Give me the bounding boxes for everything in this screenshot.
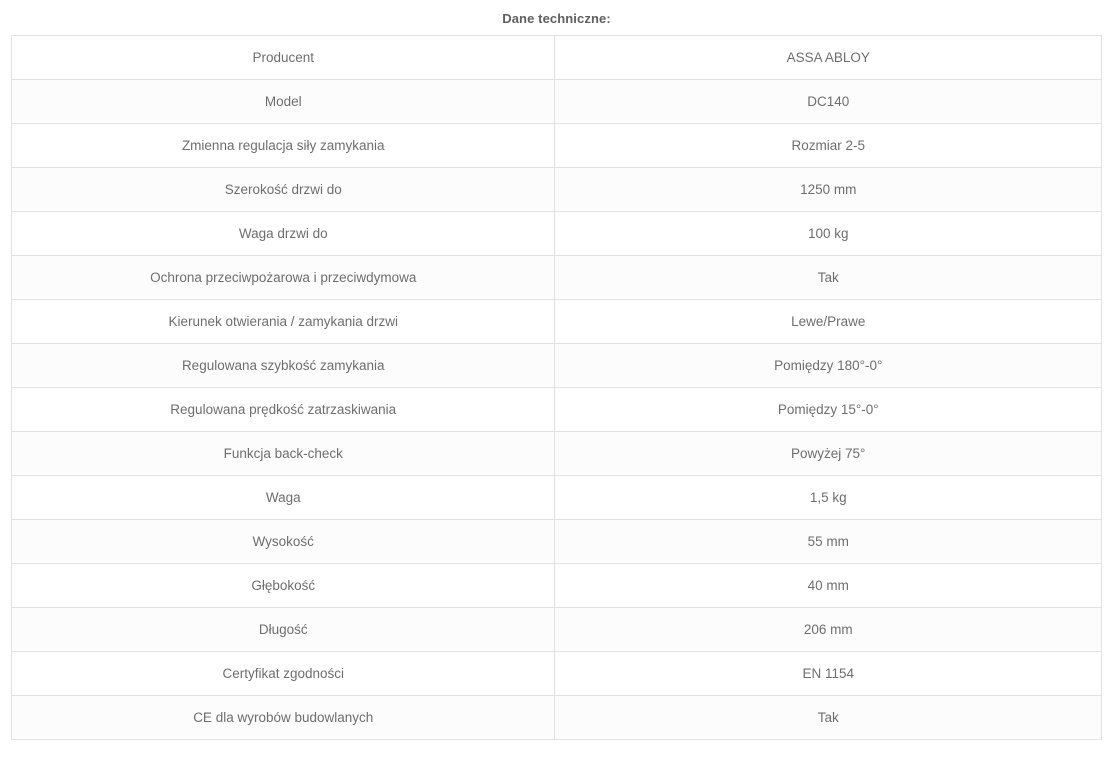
spec-label-cell: Funkcja back-check [12, 432, 555, 476]
spec-label-cell: Regulowana szybkość zamykania [12, 344, 555, 388]
table-row [12, 652, 1102, 696]
spec-value-cell: Pomiędzy 15°-0° [555, 388, 1102, 432]
spec-label-cell: Producent [12, 36, 555, 80]
table-row [12, 36, 1102, 80]
spec-label-cell: Wysokość [12, 520, 555, 564]
spec-value-cell: ASSA ABLOY [555, 36, 1102, 80]
spec-label-cell: Zmienna regulacja siły zamykania [12, 124, 555, 168]
spec-label-cell: Model [12, 80, 555, 124]
table-row [12, 212, 1102, 256]
spec-value-cell: Tak [555, 696, 1102, 740]
spec-value-cell: 1,5 kg [555, 476, 1102, 520]
spec-value-cell: Lewe/Prawe [555, 300, 1102, 344]
table-row [12, 608, 1102, 652]
table-row [12, 80, 1102, 124]
table-row [12, 256, 1102, 300]
spec-value-cell: 100 kg [555, 212, 1102, 256]
spec-label-cell: Szerokość drzwi do [12, 168, 555, 212]
spec-value-cell: 55 mm [555, 520, 1102, 564]
spec-label-cell: Waga [12, 476, 555, 520]
table-row [12, 388, 1102, 432]
page-title: Dane techniczne: [502, 11, 611, 26]
spec-label-cell: CE dla wyrobów budowlanych [12, 696, 555, 740]
spec-label-cell: Certyfikat zgodności [12, 652, 555, 696]
table-row [12, 300, 1102, 344]
spec-table-container [0, 35, 1113, 740]
table-row [12, 564, 1102, 608]
spec-label-cell: Regulowana prędkość zatrzaskiwania [12, 388, 555, 432]
spec-label-cell: Waga drzwi do [12, 212, 555, 256]
spec-value-cell: Tak [555, 256, 1102, 300]
spec-value-cell: DC140 [555, 80, 1102, 124]
spec-value-cell: Rozmiar 2-5 [555, 124, 1102, 168]
spec-label-cell: Ochrona przeciwpożarowa i przeciwdymowa [12, 256, 555, 300]
table-body [12, 36, 1102, 740]
spec-value-cell: 206 mm [555, 608, 1102, 652]
spec-value-cell: 1250 mm [555, 168, 1102, 212]
table-row [12, 520, 1102, 564]
table-row [12, 168, 1102, 212]
table-row [12, 476, 1102, 520]
spec-label-cell: Długość [12, 608, 555, 652]
table-row [12, 696, 1102, 740]
technical-data-table [11, 35, 1102, 740]
spec-value-cell: 40 mm [555, 564, 1102, 608]
table-row [12, 432, 1102, 476]
table-row [12, 344, 1102, 388]
spec-value-cell: Powyżej 75° [555, 432, 1102, 476]
spec-label-cell: Kierunek otwierania / zamykania drzwi [12, 300, 555, 344]
spec-value-cell: Pomiędzy 180°-0° [555, 344, 1102, 388]
table-row [12, 124, 1102, 168]
spec-label-cell: Głębokość [12, 564, 555, 608]
spec-value-cell: EN 1154 [555, 652, 1102, 696]
